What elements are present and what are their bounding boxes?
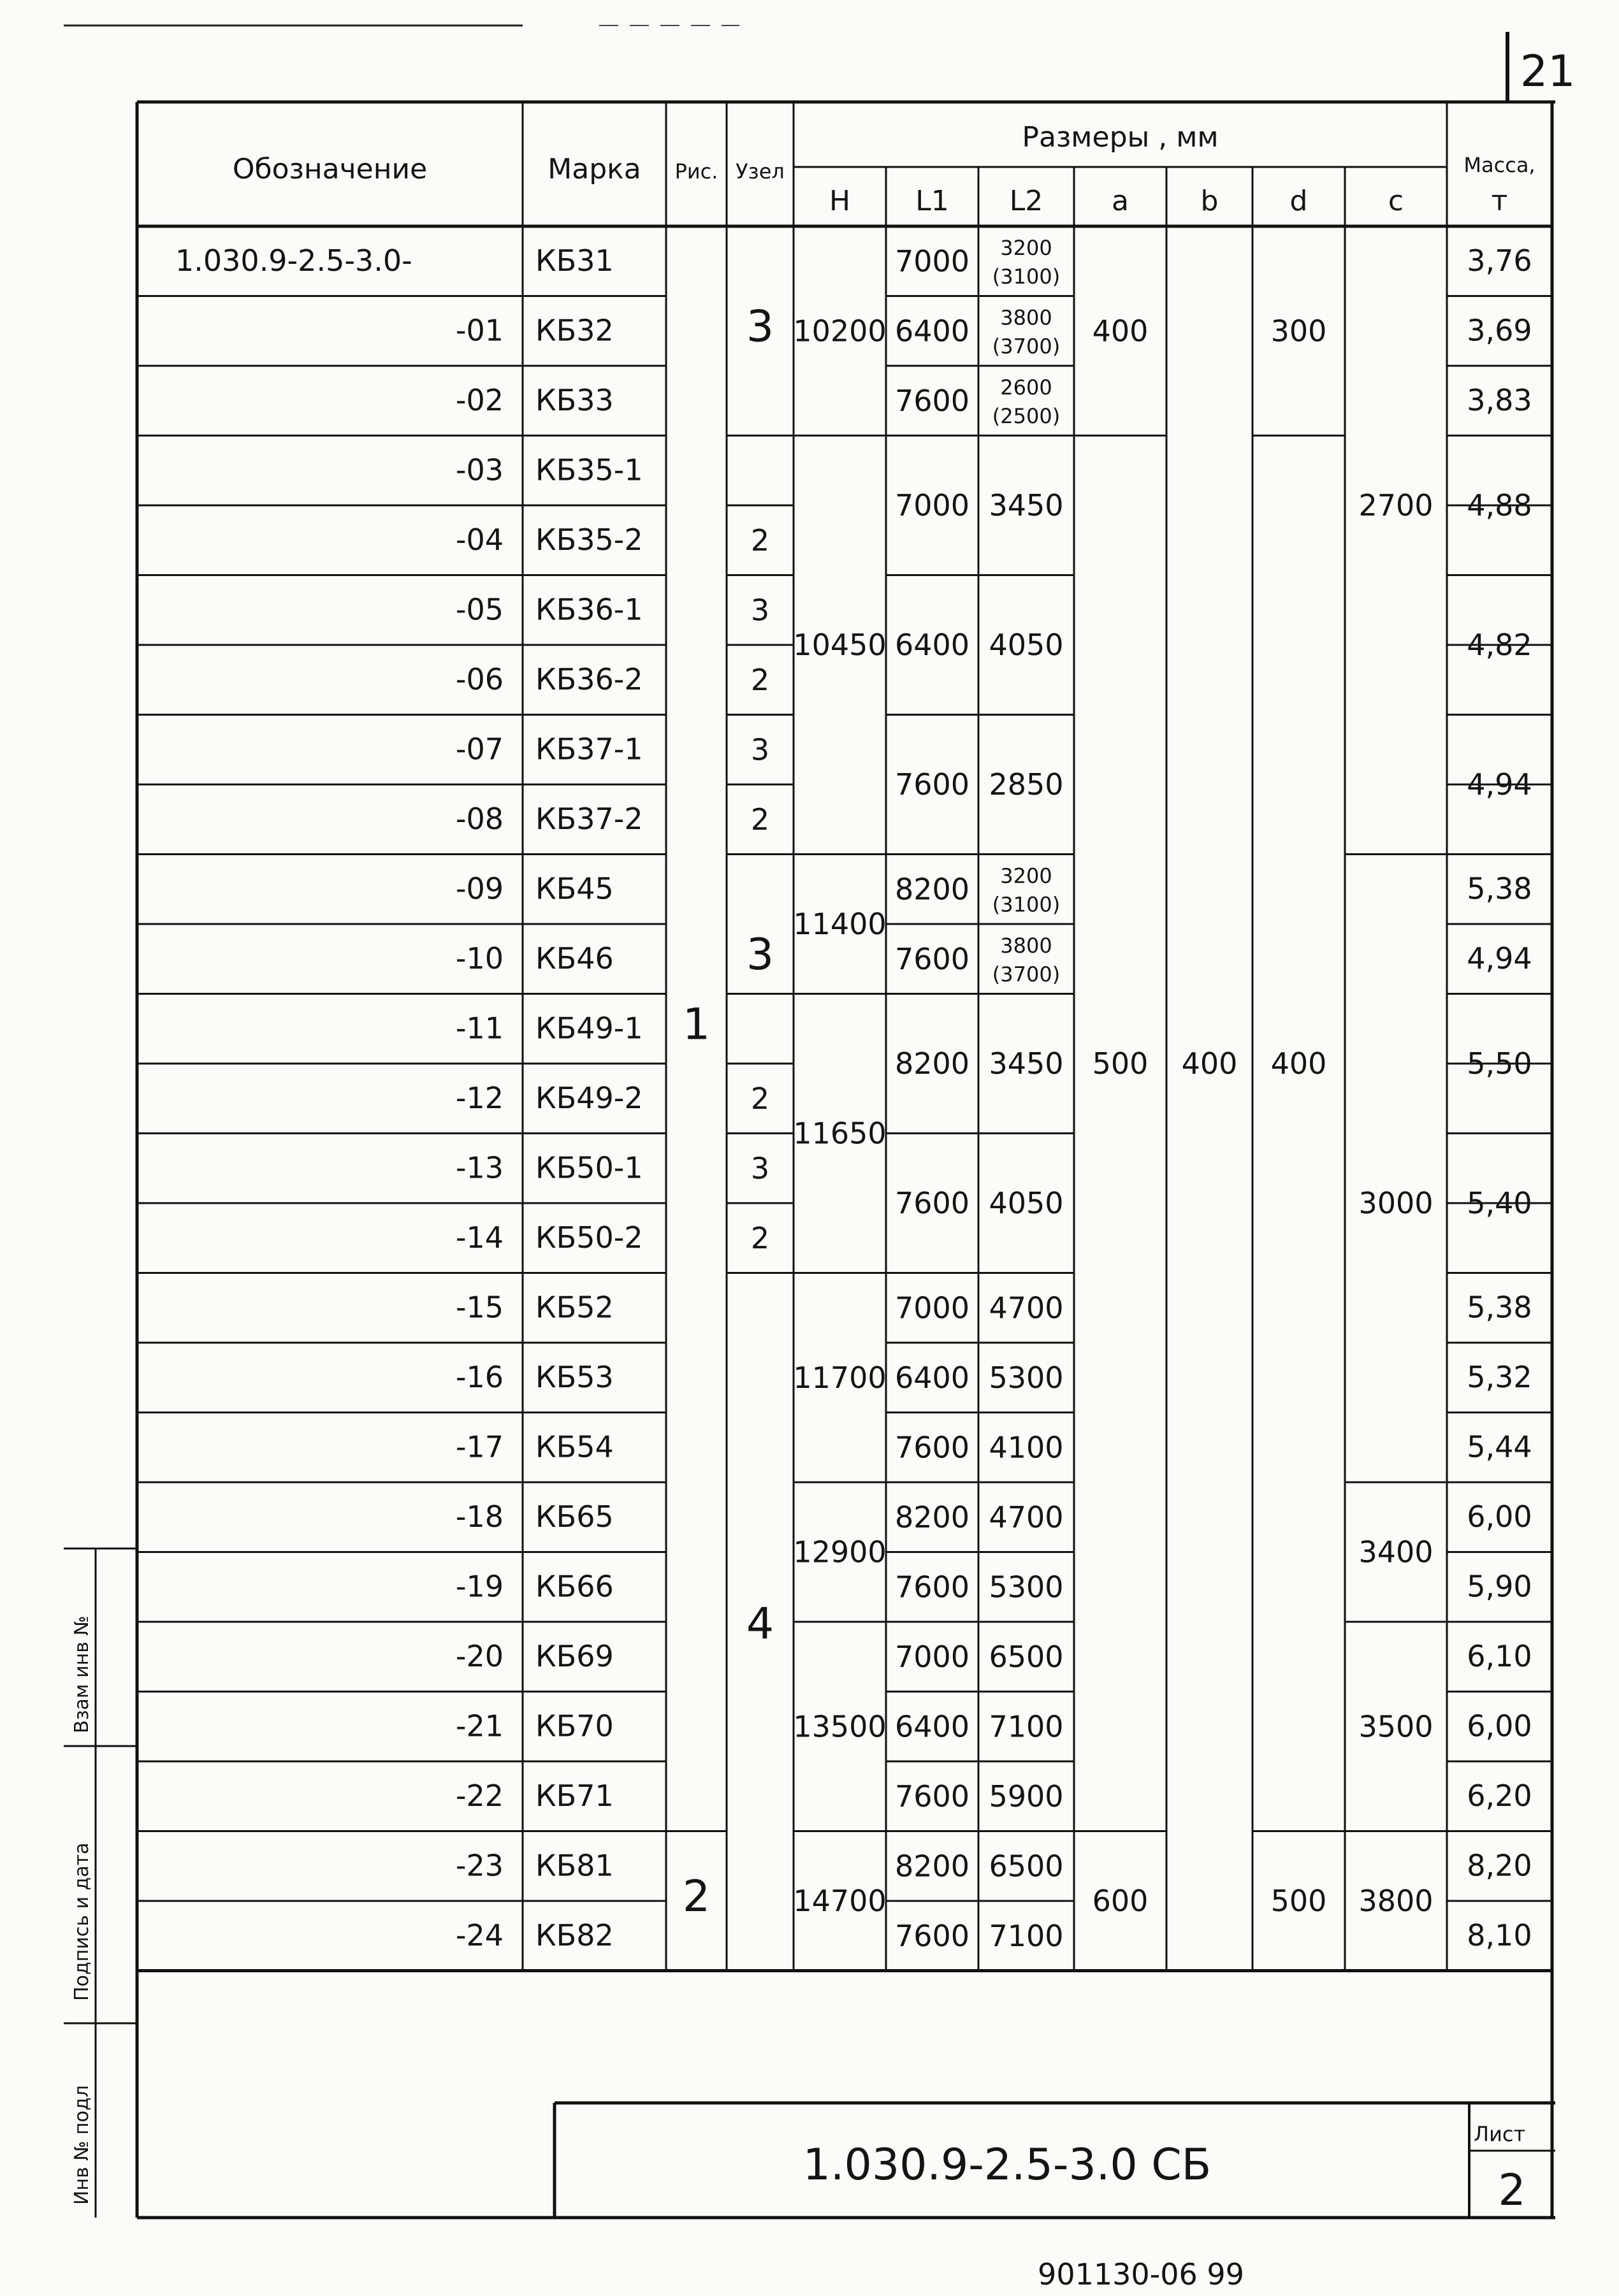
l1-value: 8200 [894, 872, 970, 907]
header-mass-unit: т [1491, 185, 1508, 217]
l1-value: 7000 [894, 1639, 970, 1674]
mass-value: 3,83 [1467, 383, 1532, 417]
header-dim-H: H [829, 185, 851, 217]
c-value: 3000 [1358, 1186, 1434, 1220]
stamp-replace-label: Взам инв № [71, 1615, 93, 1733]
d-value: 400 [1270, 1046, 1327, 1081]
l2-value-alt: (3100) [992, 264, 1061, 289]
mark-value: КБ66 [535, 1569, 614, 1604]
designation-suffix: -04 [455, 523, 504, 557]
l2-value: 3800 [1000, 934, 1052, 958]
designation-suffix: -14 [455, 1220, 504, 1255]
h-value: 10200 [793, 314, 887, 349]
mark-value: КБ35-1 [535, 452, 643, 487]
designation-suffix: -18 [455, 1499, 504, 1534]
bottom-code: 901130-06 99 [1038, 2257, 1244, 2292]
header-designation: Обозначение [232, 153, 428, 185]
mark-value: КБ37-2 [535, 802, 643, 836]
mark-value: КБ82 [535, 1918, 614, 1953]
mass-value: 4,94 [1467, 767, 1532, 802]
b-value: 400 [1181, 1046, 1238, 1081]
l2-value: 4050 [989, 628, 1064, 662]
l1-value: 7600 [894, 383, 970, 418]
mark-value: КБ46 [535, 941, 614, 976]
designation-suffix: -08 [455, 802, 504, 836]
l2-value: 4050 [989, 1186, 1064, 1220]
mass-value: 4,82 [1467, 628, 1532, 662]
mark-value: КБ36-2 [535, 662, 643, 697]
l2-value: 7100 [989, 1709, 1064, 1744]
mark-value: КБ33 [535, 383, 614, 417]
table-grid [137, 102, 1552, 1971]
mark-value: КБ45 [535, 871, 614, 906]
d-value: 300 [1270, 314, 1327, 349]
mass-value: 6,20 [1467, 1779, 1532, 1813]
designation-suffix: -23 [455, 1848, 504, 1883]
mark-value: КБ49-1 [535, 1011, 643, 1046]
l1-value: 8200 [894, 1499, 970, 1534]
figure-value: 2 [682, 1872, 711, 1922]
designation-suffix: -07 [455, 732, 504, 767]
h-value: 11650 [793, 1116, 887, 1151]
mark-value: КБ35-2 [535, 523, 643, 557]
a-value: 400 [1092, 314, 1149, 349]
node-value: 2 [750, 523, 770, 558]
l1-value: 7600 [894, 767, 970, 802]
node-value: 2 [750, 802, 770, 837]
mass-value: 5,38 [1467, 1290, 1532, 1325]
l2-value: 2600 [1000, 375, 1052, 400]
l1-value: 7600 [894, 1430, 970, 1465]
designation-prefix: 1.030.9-2.5-3.0- [175, 243, 412, 278]
header-dim-c: c [1388, 185, 1404, 217]
header-dimensions: Размеры , мм [1022, 121, 1219, 154]
mark-value: КБ37-1 [535, 732, 643, 767]
l1-value: 6400 [894, 628, 970, 662]
mass-value: 5,32 [1467, 1360, 1532, 1394]
mark-value: КБ49-2 [535, 1081, 643, 1115]
l2-value: 6500 [989, 1639, 1064, 1674]
l2-value: 3200 [1000, 236, 1052, 260]
l2-value: 4700 [989, 1499, 1064, 1534]
l2-value-alt: (3700) [992, 962, 1061, 986]
l1-value: 7000 [894, 243, 970, 278]
mark-value: КБ54 [535, 1429, 614, 1464]
c-value: 3400 [1358, 1534, 1434, 1570]
l2-value: 3200 [1000, 863, 1052, 888]
header-dim-L1: L1 [915, 185, 949, 217]
mass-value: 5,44 [1467, 1429, 1532, 1464]
page-number: 21 [1520, 47, 1576, 97]
h-value: 11700 [793, 1360, 887, 1395]
h-value: 14700 [793, 1884, 887, 1918]
mass-value: 5,40 [1467, 1186, 1532, 1220]
document-code: 1.030.9-2.5-3.0 СБ [802, 2140, 1212, 2190]
l1-value: 6400 [894, 1709, 970, 1744]
l2-value: 6500 [989, 1849, 1064, 1884]
header-node: Узел [736, 159, 785, 184]
l1-value: 8200 [894, 1849, 970, 1884]
mass-value: 5,38 [1467, 871, 1532, 906]
designation-suffix: -12 [455, 1081, 504, 1115]
l2-value-alt: (3100) [992, 892, 1061, 917]
designation-suffix: -03 [455, 452, 504, 487]
header-dim-a: a [1112, 185, 1129, 217]
stamp-inv-label: Инв № подл [71, 2085, 93, 2205]
node-value: 3 [746, 929, 774, 980]
designation-suffix: -15 [455, 1290, 504, 1325]
designation-suffix: -24 [455, 1918, 504, 1953]
l2-value: 4100 [989, 1430, 1064, 1465]
mark-value: КБ36-1 [535, 592, 643, 627]
c-value: 2700 [1358, 488, 1434, 523]
header-dim-L2: L2 [1009, 185, 1043, 217]
table-text [175, 121, 1536, 1953]
designation-suffix: -11 [455, 1011, 504, 1046]
h-value: 13500 [793, 1709, 887, 1744]
designation-suffix: -22 [455, 1779, 504, 1813]
designation-suffix: -01 [455, 313, 504, 348]
mark-value: КБ50-1 [535, 1150, 643, 1185]
stamp-sign-label: Подпись и дата [71, 1842, 93, 2001]
l2-value: 7100 [989, 1918, 1064, 1953]
l1-value: 7600 [894, 1186, 970, 1220]
l2-value: 3800 [1000, 305, 1052, 330]
l1-value: 7600 [894, 1918, 970, 1953]
mark-value: КБ71 [535, 1779, 614, 1813]
node-value: 3 [746, 301, 774, 352]
h-value: 12900 [793, 1534, 887, 1570]
header-dim-d: d [1289, 185, 1308, 217]
designation-suffix: -09 [455, 871, 504, 906]
mass-value: 4,88 [1467, 488, 1532, 523]
designation-suffix: -13 [455, 1150, 504, 1185]
l1-value: 6400 [894, 314, 970, 349]
l1-value: 7600 [894, 941, 970, 976]
mark-value: КБ52 [535, 1290, 614, 1325]
h-value: 11400 [793, 907, 887, 941]
mass-value: 6,10 [1467, 1639, 1532, 1673]
mass-value: 6,00 [1467, 1708, 1532, 1744]
l1-value: 7000 [894, 488, 970, 523]
designation-suffix: -05 [455, 592, 504, 627]
l2-value: 3450 [989, 1046, 1064, 1081]
l2-value: 5300 [989, 1570, 1064, 1605]
node-value: 3 [750, 1151, 770, 1186]
designation-suffix: -06 [455, 662, 504, 697]
l1-value: 8200 [894, 1046, 970, 1081]
l1-value: 7600 [894, 1779, 970, 1814]
l1-value: 6400 [894, 1360, 970, 1395]
designation-suffix: -17 [455, 1429, 504, 1464]
c-value: 3500 [1358, 1709, 1434, 1744]
l1-value: 7600 [894, 1570, 970, 1605]
node-value: 3 [750, 593, 770, 628]
sheet-label: Лист [1474, 2122, 1526, 2146]
mark-value: КБ69 [535, 1639, 614, 1673]
mass-value: 4,94 [1467, 941, 1532, 976]
l1-value: 7000 [894, 1290, 970, 1325]
l2-value-alt: (2500) [992, 404, 1061, 428]
designation-suffix: -20 [455, 1639, 504, 1673]
l2-value: 5900 [989, 1779, 1064, 1814]
mass-value: 5,90 [1467, 1569, 1532, 1604]
mass-value: 3,76 [1467, 243, 1532, 278]
node-value: 2 [750, 662, 770, 697]
mark-value: КБ65 [535, 1499, 614, 1534]
designation-suffix: -21 [455, 1708, 504, 1744]
l2-value: 3450 [989, 488, 1064, 523]
figure-value: 1 [682, 999, 711, 1050]
mark-value: КБ32 [535, 313, 614, 348]
l2-value: 2850 [989, 767, 1064, 802]
d-value: 500 [1270, 1884, 1327, 1918]
sheet-number: 2 [1498, 2165, 1526, 2216]
designation-suffix: -10 [455, 941, 504, 976]
mass-value: 3,69 [1467, 313, 1532, 348]
node-value: 2 [750, 1220, 770, 1255]
mark-value: КБ81 [535, 1848, 614, 1883]
a-value: 600 [1092, 1884, 1149, 1918]
mass-value: 8,10 [1467, 1918, 1532, 1953]
h-value: 10450 [793, 628, 887, 662]
c-value: 3800 [1358, 1884, 1434, 1918]
mark-value: КБ70 [535, 1708, 614, 1744]
designation-suffix: -16 [455, 1360, 504, 1394]
mass-value: 5,50 [1467, 1046, 1532, 1081]
mass-value: 8,20 [1467, 1848, 1532, 1883]
node-value: 2 [750, 1081, 770, 1116]
l2-value: 5300 [989, 1360, 1064, 1395]
designation-suffix: -19 [455, 1569, 504, 1604]
node-value: 3 [750, 732, 770, 767]
l2-value-alt: (3700) [992, 334, 1061, 359]
node-value: 4 [746, 1599, 774, 1649]
mass-value: 6,00 [1467, 1499, 1532, 1534]
designation-suffix: -02 [455, 383, 504, 417]
header-mass: Масса, [1463, 153, 1536, 177]
a-value: 500 [1092, 1046, 1149, 1081]
mark-value: КБ53 [535, 1360, 614, 1394]
header-mark: Марка [548, 153, 641, 185]
mark-value: КБ50-2 [535, 1220, 643, 1255]
header-dim-b: b [1200, 185, 1219, 217]
l2-value: 4700 [989, 1290, 1064, 1325]
header-figure: Рис. [674, 159, 718, 184]
mark-value: КБ31 [535, 243, 614, 278]
